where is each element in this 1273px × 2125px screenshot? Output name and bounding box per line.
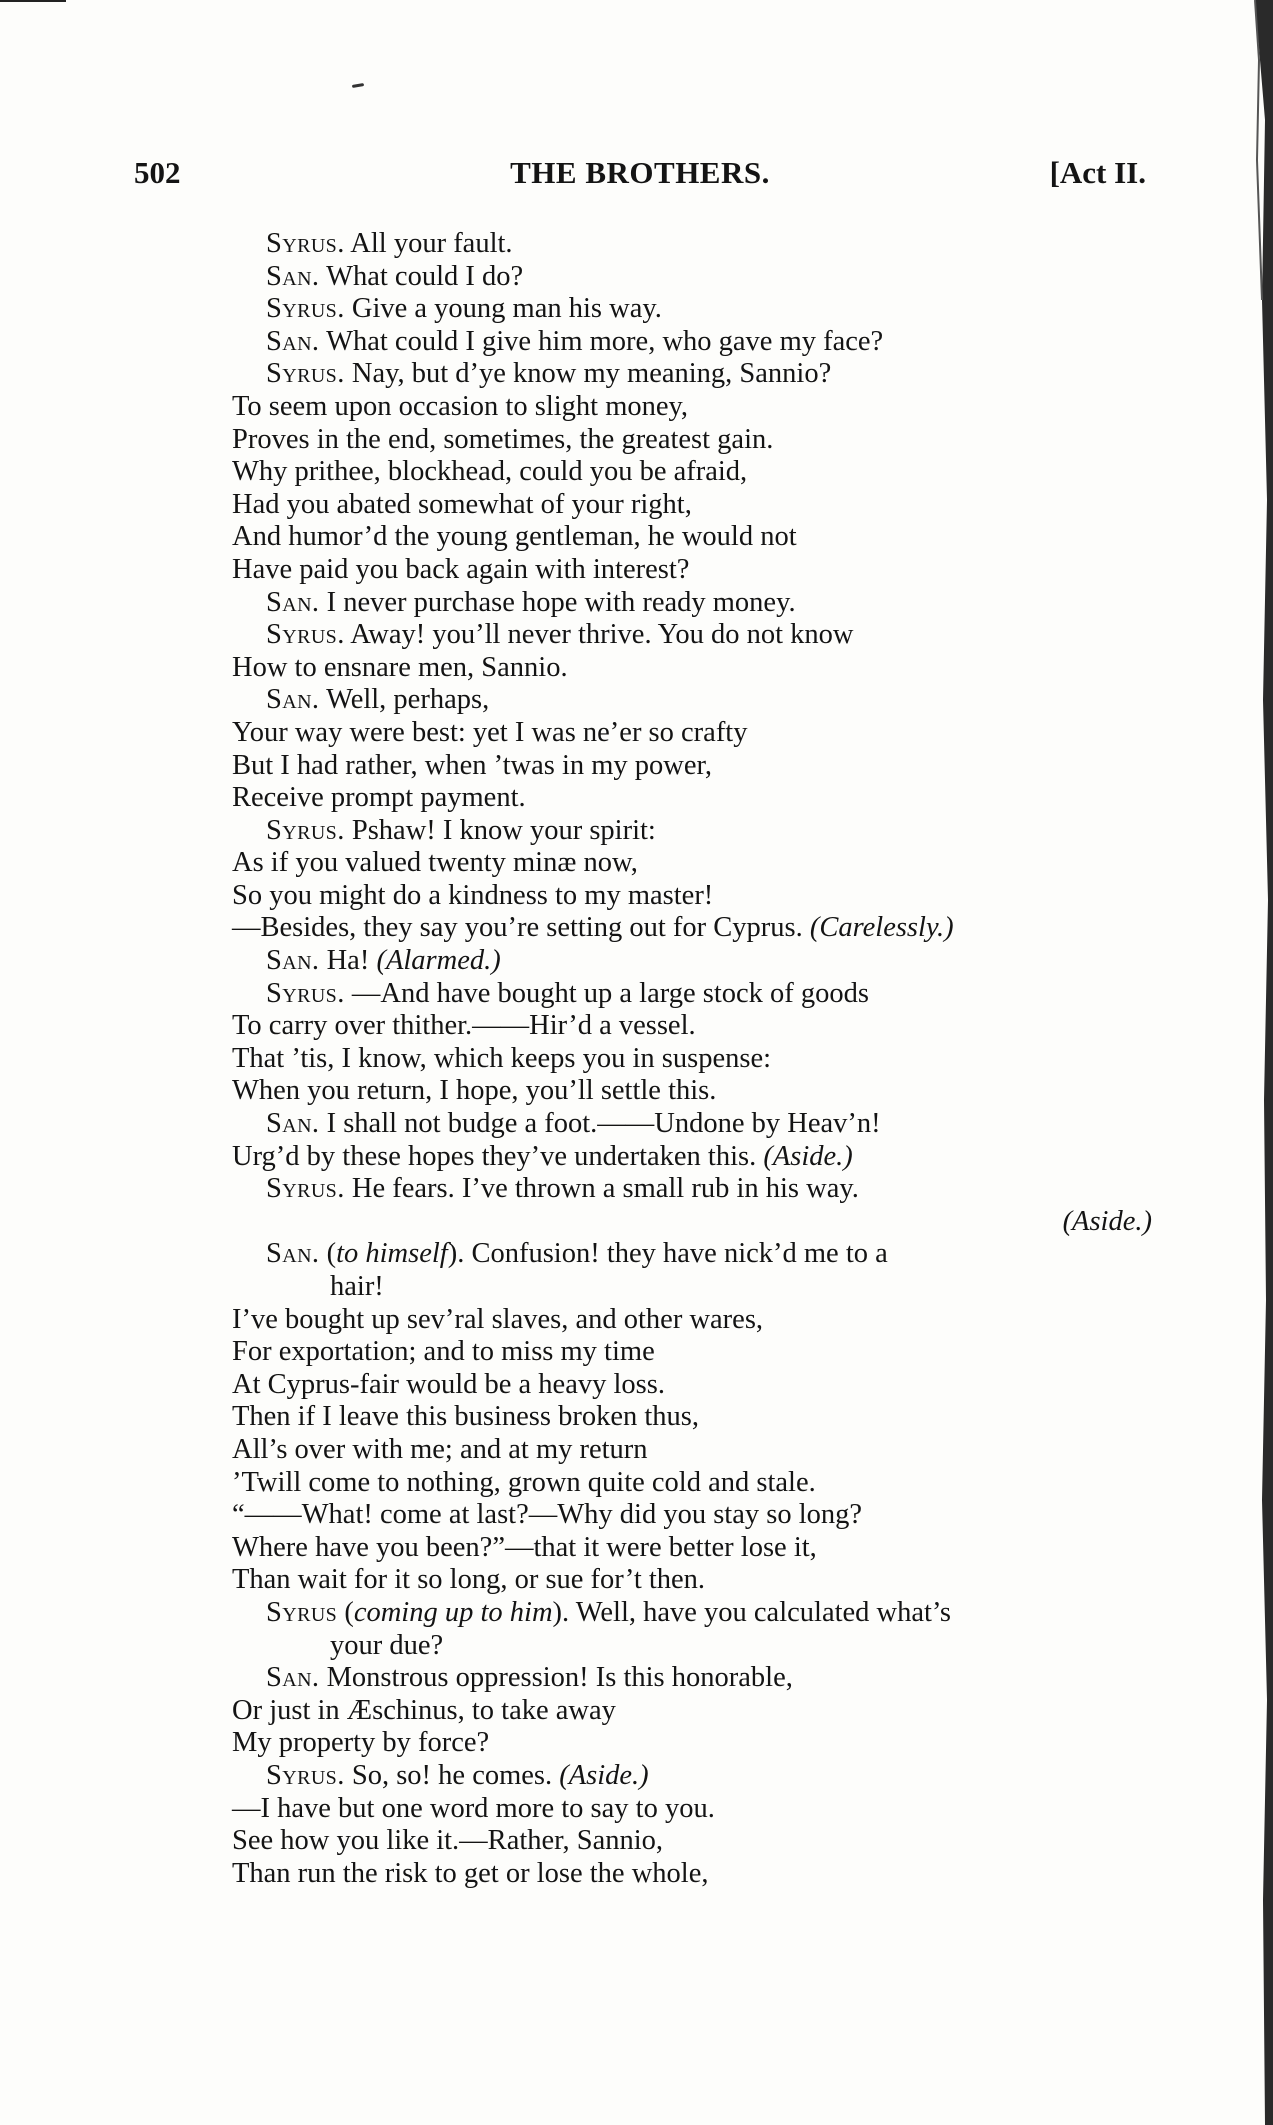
line-text: So you might do a kindness to my master! (232, 879, 714, 911)
text-line (232, 554, 1152, 587)
line-text: He fears. I’ve thrown a small rub in his way. (344, 1173, 859, 1205)
stage-direction: coming up to him (353, 1596, 553, 1628)
text-line (232, 1760, 1152, 1793)
line-text: ( (337, 1596, 354, 1628)
speaker-name: Syrus. (266, 358, 345, 390)
line-text: At Cyprus-fair would be a heavy loss. (232, 1368, 665, 1400)
text-line (232, 1206, 1152, 1239)
line-text: Pshaw! I know your spirit: (344, 814, 656, 846)
line-text: Proves in the end, sometimes, the greatest gain. (232, 423, 774, 455)
text-line (232, 945, 1152, 978)
line-text: When you return, I hope, you’ll settle this. (232, 1075, 717, 1107)
line-text: My property by force? (232, 1727, 490, 1759)
line-text: But I had rather, when ’twas in my power, (232, 749, 712, 781)
line-text: Than run the risk to get or lose the whole, (232, 1857, 709, 1889)
line-text: All’s over with me; and at my return (232, 1433, 648, 1465)
text-line (232, 1825, 1152, 1858)
text-line (232, 1108, 1152, 1141)
text-line (232, 1304, 1152, 1337)
text-line (232, 293, 1152, 326)
text-line (232, 1858, 1152, 1891)
speaker-name: San. (266, 1662, 320, 1694)
running-title: THE BROTHERS. (510, 155, 770, 190)
text-line (232, 261, 1152, 294)
text-line (232, 1434, 1152, 1467)
text-line (232, 619, 1152, 652)
text-line (232, 1271, 1152, 1304)
play-text (232, 228, 1152, 1890)
text-line (232, 717, 1152, 750)
act-marker: [Act II. (1049, 155, 1146, 190)
speaker-name: Syrus. (266, 977, 345, 1009)
line-text: I shall not budge a foot.——Undone by Heav’n! (319, 1108, 881, 1140)
line-text: ( (319, 1238, 337, 1270)
text-line (232, 1010, 1152, 1043)
text-line (232, 1467, 1152, 1500)
line-text: Why prithee, blockhead, could you be afraid, (232, 456, 748, 488)
text-line (232, 1695, 1152, 1728)
speaker-name: San. (266, 684, 320, 716)
text-line (232, 978, 1152, 1011)
line-text: Give a young man his way. (344, 293, 662, 325)
text-line (232, 1173, 1152, 1206)
line-text: Ha! (319, 945, 377, 977)
line-text: Monstrous oppression! Is this honorable, (319, 1662, 793, 1694)
text-line (232, 1499, 1152, 1532)
line-text: Where have you been?”—that it were better lose it, (232, 1531, 817, 1563)
text-line (232, 1141, 1152, 1174)
text-line (232, 1401, 1152, 1434)
line-text: What could I give him more, who gave my face? (319, 325, 884, 357)
text-line (232, 1630, 1152, 1663)
line-text: hair! (330, 1271, 384, 1302)
line-text: Then if I leave this business broken thus, (232, 1401, 699, 1433)
speaker-name: Syrus. (266, 1173, 345, 1205)
stage-direction: (Alarmed.) (376, 945, 501, 977)
text-line (232, 750, 1152, 783)
line-text: “——What! come at last?—Why did you stay so long? (232, 1499, 863, 1531)
line-text: I’ve bought up sev’ral slaves, and other wares, (232, 1303, 764, 1335)
line-text: I never purchase hope with ready money. (319, 586, 796, 618)
text-line (232, 391, 1152, 424)
line-text: Had you abated somewhat of your right, (232, 488, 692, 520)
text-line (232, 424, 1152, 457)
text-line (232, 1662, 1152, 1695)
text-line (232, 880, 1152, 913)
speaker-name: San. (266, 260, 320, 292)
page-edge-shadow (1235, 0, 1273, 2125)
line-text: your due? (330, 1629, 444, 1661)
text-line (232, 1597, 1152, 1630)
scan-edge-rule (0, 0, 66, 2)
speaker-name: Syrus. (266, 814, 345, 846)
line-text: Than wait for it so long, or sue for’t then. (232, 1564, 706, 1596)
text-line (232, 1564, 1152, 1597)
line-text: Well, perhaps, (319, 684, 490, 716)
text-line (232, 521, 1152, 554)
stage-direction: (Aside.) (763, 1140, 853, 1172)
text-line (232, 358, 1152, 391)
line-text: Nay, but d’ye know my meaning, Sannio? (344, 358, 832, 390)
speaker-name: Syrus (266, 1596, 338, 1628)
text-line (232, 1369, 1152, 1402)
line-text: —I have but one word more to say to you. (232, 1792, 715, 1824)
line-text: Away! you’ll never thrive. You do not know (344, 619, 854, 651)
line-text: For exportation; and to miss my time (232, 1336, 655, 1368)
speaker-name: San. (266, 1108, 320, 1140)
line-text: All your fault. (344, 228, 513, 259)
text-line (232, 847, 1152, 880)
stage-direction: (Aside.) (559, 1759, 649, 1791)
text-line (232, 1336, 1152, 1369)
line-text: How to ensnare men, Sannio. (232, 651, 568, 683)
line-text: Your way were best: yet I was ne’er so crafty (232, 716, 748, 748)
text-line (232, 326, 1152, 359)
text-line (232, 1532, 1152, 1565)
line-text: That ’tis, I know, which keeps you in suspense: (232, 1042, 772, 1074)
text-line (232, 912, 1152, 945)
text-line (232, 489, 1152, 522)
speaker-name: San. (266, 325, 320, 357)
text-line (232, 1793, 1152, 1826)
ink-speck (352, 83, 364, 88)
line-text: What could I do? (319, 260, 524, 292)
text-line (232, 587, 1152, 620)
text-line (232, 1238, 1152, 1271)
running-head (134, 155, 1146, 199)
line-text: Or just in Æschinus, to take away (232, 1694, 616, 1726)
line-text: —Besides, they say you’re setting out for Cyprus. (232, 912, 810, 944)
text-line (232, 684, 1152, 717)
text-line (232, 228, 1152, 261)
line-text: And humor’d the young gentleman, he would not (232, 521, 797, 553)
line-text: As if you valued twenty minæ now, (232, 847, 638, 879)
stage-direction: (Aside.) (1062, 1205, 1152, 1237)
speaker-name: San. (266, 586, 320, 618)
line-text: Receive prompt payment. (232, 782, 526, 814)
line-text: ’Twill come to nothing, grown quite cold and stale. (232, 1466, 816, 1498)
speaker-name: San. (266, 945, 320, 977)
speaker-name: Syrus. (266, 293, 345, 325)
page-number: 502 (134, 155, 181, 190)
speaker-name: San. (266, 1238, 320, 1270)
line-text: To carry over thither.——Hir’d a vessel. (232, 1010, 696, 1042)
text-line (232, 815, 1152, 848)
line-text: To seem upon occasion to slight money, (232, 390, 689, 422)
stage-direction: to himself (336, 1238, 448, 1270)
text-line (232, 652, 1152, 685)
stage-direction: (Carelessly.) (809, 912, 954, 944)
line-text: ). Confusion! they have nick’d me to a (447, 1238, 888, 1270)
speaker-name: Syrus. (266, 228, 345, 259)
line-text: Urg’d by these hopes they’ve undertaken this. (232, 1140, 764, 1172)
line-text: ). Well, have you calculated what’s (552, 1596, 951, 1628)
line-text: —And have bought up a large stock of goods (344, 977, 869, 1009)
line-text: Have paid you back again with interest? (232, 553, 690, 585)
text-line (232, 456, 1152, 489)
line-text: So, so! he comes. (344, 1759, 560, 1791)
text-line (232, 1075, 1152, 1108)
text-line (232, 1727, 1152, 1760)
text-line (232, 1043, 1152, 1076)
speaker-name: Syrus. (266, 1759, 345, 1791)
text-line (232, 782, 1152, 815)
speaker-name: Syrus. (266, 619, 345, 651)
line-text: See how you like it.—Rather, Sannio, (232, 1825, 664, 1857)
